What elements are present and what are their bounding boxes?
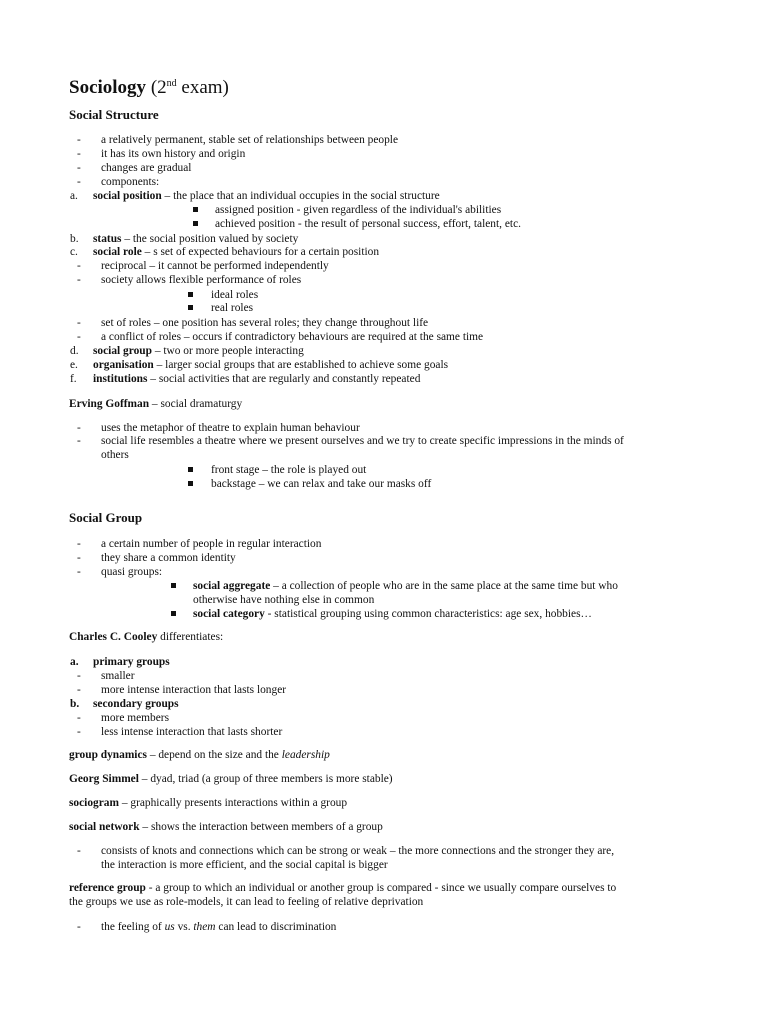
bullet-square-icon (171, 611, 176, 616)
bullet-square-icon (188, 305, 193, 310)
paragraph-reference-group: reference group - a group to which an individual or another group is compared - since we usually compare ourselves to (69, 882, 617, 894)
list-item-continuation: the interaction is more efficient, and the social capital is bigger (101, 859, 388, 871)
section-heading-social-structure: Social Structure (69, 107, 159, 122)
paragraph-cooley: Charles C. Cooley differentiates: (69, 631, 224, 643)
document-page: Sociology (2nd exam) Social Structure - a relatively permanent, stable set of relationships between people - it has its own history and origin - changes are gradual - components: a. social position – the place that an individual occupies in the social structure assigned position - given regardless of the individual's abilities achieved position - the result of personal success, effort, talent, etc. b. status – the social position valued by society c. social role – s set of expected behaviours for a certain position - reciprocal – it cannot be performed independently - society allows flexible performance of roles ideal roles real roles - set of roles – one position has several roles; they change throughout life - a conflict of roles – occurs if contradictory behaviours are required at the same time d. social group – two or more people interacting e. organisation – larger social groups that are established to achieve some goals f. institutions – social activities that are regularly and constantly repeated Erving Goffman – social dramaturgy - uses the metaphor of theatre to explain human behaviour - social life resembles a theatre where we present ourselves and we try to create specific impressions in the minds of others front stage – the role is played out backstage – we can relax and take our masks off Social Group - a certain number of people in regular interaction - they share a common identity - quasi groups: social aggregate – a collection of people who are in the same place at the same time but who otherwise have nothing else in common social category - statistical grouping using common characteristics: age sex, hobbies… Charles C. Cooley differentiates: a. primary groups - smaller - more intense interaction that lasts longer b. secondary groups - more members - less intense interaction that lasts shorter group dynamics – depend on the size and the leadership Georg Simmel – dyad, triad (a group of three members is more stable) sociogram – graphically presents interactions within a group social network – shows the interaction between members of a group - consists of knots and connections which can be strong or weak – the more connections and the stronger they are, the interaction is more efficient, and the social capital is bigger reference group - a group to which an individual or another group is compared - since we usually compare ourselves to the groups we use as role-models, it can lead to feeling of relative deprivation - the feeling of us vs. them can lead to discrimination (69, 77, 624, 933)
paragraph-sociogram: sociogram – graphically presents interactions within a group (69, 797, 348, 809)
bullet-square-icon (193, 207, 198, 212)
page-title: Sociology (2nd exam) (69, 77, 229, 98)
paragraph-social-network: social network – shows the interaction between members of a group (69, 821, 383, 833)
bullet-square-icon (171, 583, 176, 588)
sub-list-item-continuation: otherwise have nothing else in common (193, 594, 375, 606)
bullet-square-icon (188, 481, 193, 486)
bullet-square-icon (188, 467, 193, 472)
paragraph-group-dynamics: group dynamics – depend on the size and the leadership (69, 749, 330, 761)
paragraph-goffman: Erving Goffman – social dramaturgy (69, 398, 243, 410)
bullet-square-icon (188, 292, 193, 297)
list-item-continuation: others (101, 449, 129, 461)
bullet-square-icon (193, 221, 198, 226)
section-heading-social-group: Social Group (69, 510, 143, 525)
paragraph-continuation: the groups we use as role-models, it can lead to feeling of relative deprivation (69, 896, 424, 908)
paragraph-georg-simmel: Georg Simmel – dyad, triad (a group of three members is more stable) (69, 773, 393, 785)
